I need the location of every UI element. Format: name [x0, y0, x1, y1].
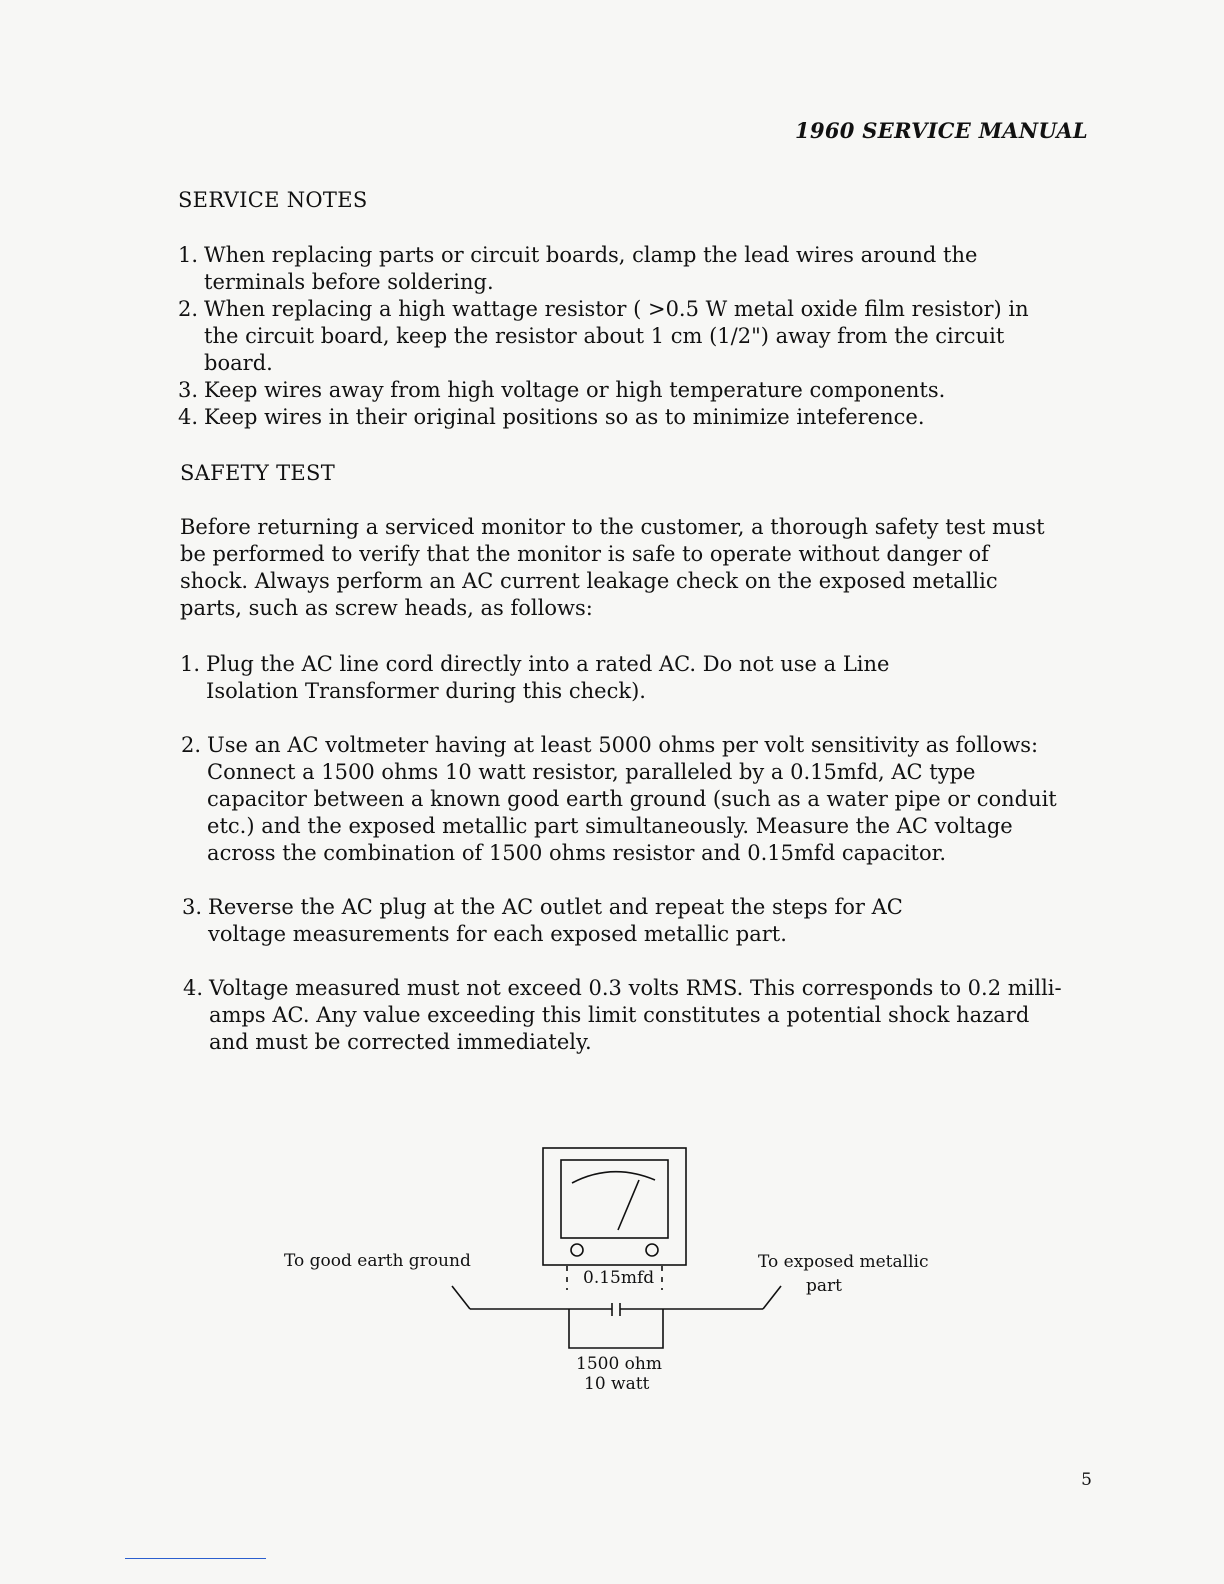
meter-scale-arc: [572, 1172, 655, 1183]
footer-rule: [125, 1558, 266, 1559]
list-item-number: 1.: [178, 243, 199, 267]
manual-title: 1960 SERVICE MANUAL: [795, 118, 1088, 143]
list-item-text: When replacing a high wattage resistor ( >0.5 W metal oxide film resistor) in the circuit board, keep the resistor about 1 cm (1/2") away from the circuit board.: [204, 297, 1029, 375]
list-item-number: 4.: [183, 976, 204, 1000]
list-item-text: Voltage measured must not exceed 0.3 volts RMS. This corresponds to 0.2 milli-amps AC. Any value exceeding this limit constitutes a potential shock hazard and must be corrected immediately.: [209, 976, 1062, 1054]
list-item-number: 1.: [180, 652, 201, 676]
list-item-text: Reverse the AC plug at the AC outlet and repeat the steps for AC voltage measurements for each exposed metallic part.: [208, 895, 903, 946]
metal-part-label: To exposed metallic: [758, 1252, 929, 1272]
service-notes-heading: SERVICE NOTES: [178, 188, 368, 212]
terminal-left: [571, 1244, 583, 1256]
list-item-text: Keep wires in their original positions so as to minimize inteference.: [204, 405, 925, 429]
terminal-right: [646, 1244, 658, 1256]
list-item-number: 2.: [178, 297, 199, 321]
list-item-number: 3.: [182, 895, 203, 919]
ground-label: To good earth ground: [284, 1251, 471, 1271]
metal-part-connector: [763, 1286, 781, 1309]
safety-test-intro: Before returning a serviced monitor to the customer, a thorough safety test must be performed to verify that the monitor is safe to operate without danger of shock. Always perform an AC current leakage check on the exposed metallic parts, such as screw heads, as follows:: [180, 515, 1045, 620]
resistor-rating-label: 10 watt: [584, 1374, 650, 1394]
resistor-label: 1500 ohm: [576, 1354, 662, 1374]
list-item-number: 3.: [178, 378, 199, 402]
list-item-number: 2.: [181, 733, 202, 757]
list-item-number: 4.: [178, 405, 199, 429]
capacitor-label: 0.15mfd: [583, 1268, 655, 1288]
metal-part-label-cont: part: [806, 1276, 842, 1296]
list-item-text: Plug the AC line cord directly into a rated AC. Do not use a Line Isolation Transformer during this check).: [206, 652, 890, 703]
resistor-loop: [569, 1309, 663, 1348]
list-item-text: Use an AC voltmeter having at least 5000 ohms per volt sensitivity as follows: Connect a 1500 ohms 10 watt resistor, paralleled by a 0.15mfd, AC type capacitor between a known good earth ground (such as a water pipe or conduit etc.) and the exposed metallic part simultaneously. Measure the AC voltage across the combination of 1500 ohms resistor and 0.15mfd capacitor.: [207, 733, 1057, 865]
safety-test-heading: SAFETY TEST: [180, 461, 336, 485]
list-item-text: Keep wires away from high voltage or high temperature components.: [204, 378, 946, 402]
meter-needle: [618, 1180, 639, 1230]
page-number: 5: [1081, 1470, 1092, 1490]
list-item-text: When replacing parts or circuit boards, clamp the lead wires around the terminals before soldering.: [204, 243, 978, 294]
voltmeter-body: [543, 1148, 686, 1265]
ground-connector: [452, 1286, 470, 1309]
